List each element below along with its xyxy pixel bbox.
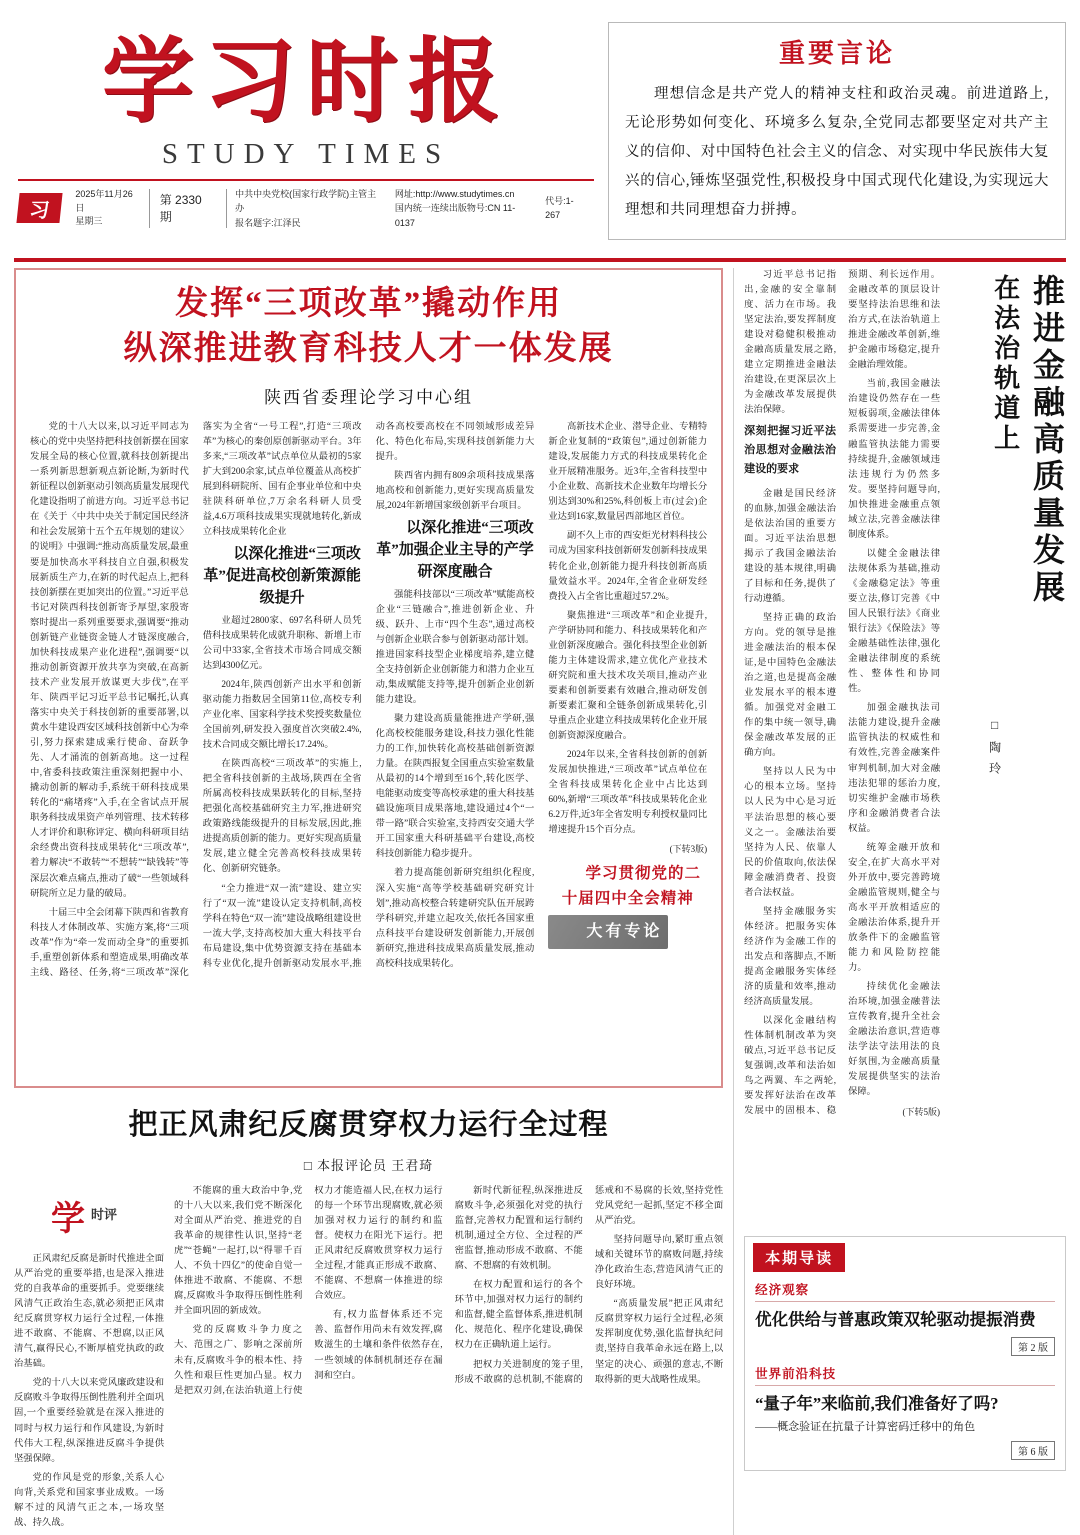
lead-slogan: 学习贯彻党的二十届四中全会精神 xyxy=(561,864,701,908)
masthead-serial: 国内统一连续出版物号:CN 11-0137 xyxy=(394,203,516,228)
lead-article-byline: 陕西省委理论学习中心组 xyxy=(264,388,474,408)
right-article-paragraph: 坚持以人民为中心的根本立场。坚持以人民为中心是习近平法治思想的核心要义之一。金融法治要坚持为人民、依靠人民的价值取向,依法保障金融消费者、投资者合法权益。 xyxy=(744,767,837,898)
issue-guide-page-badge: 第 6 版 xyxy=(1011,1441,1055,1460)
second-article-body xyxy=(14,1184,723,1535)
commentary-logo-char: 学 xyxy=(50,1200,87,1238)
right-article-paragraph: 以深化金融结构性体制机制改革为突破点,习近平总书记反复强调,改革和法治如鸟之两翼、车之两轮,要发挥好法治在改革发展中的固根本、稳预期、利长远作用。金融改革的顶层设计要坚持法治思维和法治方式,在法治轨道上推进金融改革创新,维护金融市场稳定,提升金融治理效能。 xyxy=(744,270,940,1117)
second-article-paragraph: 在权力配置和运行的各个环节中,加强对权力运行的制约和监督,健全监督体系,推进机制化、规范化、程序化建设,确保权力在正确轨道上运行。 xyxy=(454,1280,583,1351)
issue-guide-title[interactable]: 优化供给与普惠政策双轮驱动提振消费 xyxy=(755,1310,1036,1329)
right-article xyxy=(744,268,1066,1228)
meta-divider-1 xyxy=(149,189,150,228)
lead-paragraph: 2024年,陕西创新产出水平和创新驱动能力指数居全国第11位,高校专利产业化率、国家科学技术奖授奖数量位全国前列,研发投入强度首次突破2.4%,技术合同成交额比增长17.24%。 xyxy=(202,679,362,751)
right-article-columns xyxy=(744,268,940,1218)
masthead-meta xyxy=(14,185,598,230)
lead-title-line2: 纵深推进教育科技人才一体发展 xyxy=(123,330,614,367)
issue-guide-item[interactable] xyxy=(745,1356,1065,1460)
issue-guide-category: 经济观察 xyxy=(755,1280,1055,1302)
second-article-paragraph: 党的反腐败斗争力度之大、范围之广、影响之深前所未有,反腐败斗争的根本性、持久性和艰巨性更加凸显。权力是把双刃剑,在法治轨道上行使权力才能造福人民,在权力运行的每一个环节出现腐败,就必须加强对权力运行的制约和监督。使权力在阳光下运行。把正风肃纪反腐败贯穿权力运行全过程,才能真正形成不敢腐、不能腐、不想腐一体推进的综合效应。 xyxy=(174,1186,443,1396)
masthead-left xyxy=(14,8,598,258)
masthead-postcode-block xyxy=(539,194,594,223)
second-article-paragraph: “高质量发展”把正风肃纪反腐贯穿权力运行全过程,必须发挥制度优势,强化监督执纪问责,坚持自我革命永远在路上,以坚定的决心、顽强的意志,不断取得新的更大战略性成果。 xyxy=(594,1299,724,1385)
left-column-zone xyxy=(14,268,723,1535)
masthead-publisher-block xyxy=(229,187,389,230)
important-statement-body: 理想信念是共产党人的精神支柱和政治灵魂。前进道路上,无论形势如何变化、环境多么复杂,全党同志都要坚定对共产主义的信仰、对中国特色社会主义的信念、对实现中华民族伟大复兴的信心,锤炼坚强党性,积极投身中国式现代化建设,为实现远大理想和共同理想奋力拼搏。 xyxy=(625,86,1049,218)
right-article-title: 推进金融高质量发展 xyxy=(1029,274,1065,607)
right-article-subtitle: 在法治轨道上 xyxy=(990,274,1020,454)
issue-guide-box xyxy=(744,1236,1066,1471)
second-article-intro-column xyxy=(14,1252,164,1531)
second-article-logo-block xyxy=(14,1184,164,1535)
issue-guide-item[interactable] xyxy=(745,1272,1065,1356)
paper-title-english: STUDY TIMES xyxy=(161,137,451,170)
right-article-paragraph: 坚持正确的政治方向。党的领导是推进金融法治的根本保证,是中国特色金融法治之道,也是提高金融业发展水平的根本遵循。加强党对金融工作的集中统一领导,确保金融改革发展的正确方向。 xyxy=(744,612,837,759)
right-article-title-block xyxy=(940,268,1066,1228)
masthead-date-block xyxy=(69,188,146,229)
masthead-website[interactable]: 网址:http://www.studytimes.cn xyxy=(394,188,515,199)
lead-paragraph: 2024年以来,全省科技创新的创新发展加快推进,“三项改革”试点单位在全省科技成果转化企业中占比达到60%,新增“三项改革”科技成果转化企业6.2万件,近3年全省发明专利授权量同比增速提升15个百分点。 xyxy=(548,750,708,836)
second-article-paragraph: 坚持问题导向,紧盯重点领域和关键环节的腐败问题,持续净化政治生态,营造风清气正的良好环境。 xyxy=(594,1235,724,1291)
lead-paragraph: “全力推进“双一流”建设、建立实行了“双一流”建设认定支持机制,高校学科在特色“双一流”建设战略组建设世一流大学,支持高校加大重大科技平台布局建设,集中优势资源支持在基础本科专业优化,提升创新驱动发展水平,推动各高校要高校在不同领域形成差异化、特色化布局,实现科技创新能力大提升。 xyxy=(202,422,535,969)
study-logo-icon: 习 xyxy=(16,193,62,223)
lead-subhead-1: 以深化推进“三项改革”促进高校创新策源能级提升 xyxy=(203,546,361,606)
masthead-authority: 中共中央党校(国家行政学院)主管主办 xyxy=(235,188,377,214)
lead-paragraph: 高新技术企业、潜导企业、专精特新企业复制的“政策包”,通过创新能力建设,发展能力方式的科技成果转化企业开展精准服务。近3年,全省科技型中小企业数、高新技术企业数年均增长分别达到30%和25%,科创板上市(过会)企业达到16家,数量居西部地区首位。 xyxy=(548,422,708,523)
second-article-paragraph: 不能腐的重大政治中争,党的十八大以来,我们党不断深化对全面从严治党、推进党的自我革命的规律性认识,坚持“老虎”“苍蝇”一起打,以“得罪千百人、不负十四亿”的使命自觉一体推进不敢腐、不能腐、不想腐,反腐败斗争取得压倒性胜利并全面巩固的新成效。 xyxy=(174,1186,303,1317)
issue-guide-subtitle: ——概念验证在抗量子计算密码迁移中的角色 xyxy=(755,1420,976,1433)
lead-paragraph: 在陕西高校“三项改革”的实施上,把全省科技创新的主战场,陕西在全省所属高校科技成果跃转化的目标,坚持把强化高校基础研究主力军,推进研究政策路线能级提升的目标发展,因此,推进提高质创新的能力。更好实现高质量发展,建立健全完善高校科技成果转化、创新研究链条。 xyxy=(202,759,362,875)
masthead-date: 2025年11月26日 xyxy=(75,189,133,213)
lead-article-columns xyxy=(30,420,707,1088)
right-article-paragraph: 统筹金融开放和安全,在扩大高水平对外开放中,要完善跨境金融监管规则,健全与高水平开放相适应的金融法治体系,提升开放条件下的金融监管能力和风险防控能力。 xyxy=(848,842,940,974)
masthead-inscription: 报名题字:江泽民 xyxy=(235,217,301,228)
right-article-paragraph: 加强金融执法司法能力建设,提升金融监管执法的权威性和有效性,完善金融案件审判机制,加大对金融违法犯罪的惩治力度,切实维护金融市场秩序和金融消费者合法权益。 xyxy=(848,703,940,834)
lead-paragraph: 业超过2800家、697名科研人员凭借科技成果转化成就升职称、新增上市公司中33家,全省技术市场合同成交额达到4300亿元。 xyxy=(202,615,362,671)
important-statement-title: 重要言论 xyxy=(778,39,895,68)
right-article-paragraph: 金融是国民经济的血脉,加强金融法治是依法治国的重要方面。习近平法治思想揭示了我国金融法治建设的基本规律,明确了目标和任务,提供了行动遵循。 xyxy=(744,488,837,604)
masthead-issue: 第 2330 期 xyxy=(159,193,202,225)
lead-paragraph: 党的十八大以来,以习近平同志为核心的党中央坚持把科技创新摆在国家发展全局的核心位置,就科技创新提出一系列新思想新观点新论断,为新时代新征程以创新驱动引领高质量发展现代化建设指明了前进方向。习近平总书记在《关于〈中共中央关于制定国民经济和社会发展第十五个五年规划的建议〉的说明》中强调:“推动高质量发展,最重要是加快高水平科技自立自强,积极发展新质生产力,在新的时代起点上,把科技创新摆在更加突出的位置。”习近平总书记对陕西科技创新寄予厚望,家殷寄察时提出一系列重要要求,强调要“推动创新链产业链资金链人才链深度融合,加快科技成果产业化进程”,强调要“以推动创新资源开放共享为突破,在高新技术产业发展开放谋更大步伐”,在平年、陕西平记习近平总书记嘱托,认真落实中央关于科技创新的重要部署,以黄水牛建设西安区域科技创新中心为牵引,努力探索建成乘行使命、奋跃争先、人才涌流的创新高地。这一过程中,省委科技政策注重深刻把握中小、撬动创新的解动手,系统干研科技成果转化的“痛堵疼”入手,在全省试点开展职务科技成果资产单列管理、技术转移人才评价和职称评定、横向科研项目结余经费出资科技成果转化“三项改革”,着力解决“不敢转”“不想转”“缺钱转”等深层次难点痛点,推动了破“一些领域科研院所立足力量的破局。 xyxy=(30,422,189,899)
lead-paragraph: 十届三中全会闭幕下陕西和省教育科技人才体制改革、实施方案,将“三项改革”作为“牵一发而动全身”的重要抓手,重塑创新体系和塑造成果,明确改革主线、路径、任务,将“三项改革”深化落实为全省“一号工程”,打造“三项改革”为核心的秦创原创新驱动平台。3年多来,“三项改革”试点单位从最初的5家扩大到200余家,试点单位覆盖从高校扩展到科研院所、国有企事业单位和中央驻陕科研单位,7万余名科研人员受益,4.6万项科技成果实现就地转化,新成立科技成果转化企业 xyxy=(30,422,362,978)
second-article-byline: □ 本报评论员 王君琦 xyxy=(303,1158,434,1173)
second-article xyxy=(14,1102,723,1535)
meta-divider-2 xyxy=(226,189,227,228)
issue-guide-page-badge: 第 2 版 xyxy=(1011,1337,1055,1356)
second-article-paragraph: 党的作风是党的形象,关系人心向背,关系党和国家事业成败。一场解不过的风清气正之本,一场攻坚战、持久战。 xyxy=(14,1472,164,1528)
second-article-title: 把正风肃纪反腐贯穿权力运行全过程 xyxy=(128,1109,609,1141)
lead-paragraph: 强能科技部以“三项改革”赋能高校企业“三链融合”,推进创新企业、升级、跃升、上市“四个生态”,通过高校与创新企业联合参与创新驱动部计划。推进国家科技型企业梯度培养,建立健全支持创新企业创新能力和潜力企业互动,集成赋能支持等,提升创新企业创新能力建设。 xyxy=(375,589,535,705)
masthead-divider xyxy=(18,179,594,181)
lead-paragraph: 着力提高能创新研究组织化程度,深入实施“高等学校基础研究研究计划”,推动高校整合转建研究队伍开展跨学科研究,并建立起攻关,依托各国家重点科技平台建设研发创新能力,开展创新研究,推进科技成果高质量发展,推动高校科技成果转化。 xyxy=(375,868,535,969)
second-article-columns xyxy=(174,1184,723,1534)
right-article-paragraph: 坚持金融服务实体经济。把服务实体经济作为金融工作的出发点和落脚点,不断提高金融服务实体经济的质量和效率,推动经济高质量发展。 xyxy=(744,906,837,1008)
second-article-paragraph: 正风肃纪反腐是新时代推进全面从严治党的重要举措,也是深入推进党的自我革命的重要抓手。党要继续风清气正政治生态,就必须把正风肃纪反腐贯穿权力运行全过程,一体推进不敢腐、不能腐、不想腐,以正风清气,赢得民心,不断厚植党执政的政治基础。 xyxy=(14,1254,164,1370)
lead-title-line1: 发挥“三项改革”撬动作用 xyxy=(175,286,563,322)
masthead-red-rule xyxy=(14,258,1066,262)
masthead-serial-block xyxy=(389,187,539,230)
second-article-paragraph: 把权力关进制度的笼子里,形成不敢腐的总机制,不能腐的惩戒和不易腐的长效,坚持党性党风党纪一起抓,坚定不移全面从严治党。 xyxy=(454,1186,724,1385)
issue-guide-title[interactable]: “量子年”来临前,我们准备好了吗? xyxy=(755,1394,999,1414)
second-article-paragraph: 有,权力监督体系还不完善、监督作用尚未有效发挥,腐败滋生的土壤和条件依然存在,一些领域的体制机制还存在漏洞和空白。 xyxy=(314,1310,443,1381)
page-body xyxy=(0,268,1080,1535)
commentary-logo-sub: 时评 xyxy=(90,1206,117,1222)
right-article-paragraph: 习近平总书记指出,金融的安全靠制度、活力在市场。我坚定法治,要发挥制度建设对稳健积极推动金融高质量发展之路,建立定期推进金融法治建设,在更深层次上为金融改革发展提供法治保障。 xyxy=(744,270,837,416)
lead-paragraph: 陕西省内拥有809余项科技成果落地高校和创新能力,更好实现高质量发展,2024年新增国家级创新平台项目。 xyxy=(375,471,535,512)
issue-guide-category: 世界前沿科技 xyxy=(755,1364,1055,1386)
right-column-zone xyxy=(733,268,1066,1535)
second-article-paragraph: 新时代新征程,纵深推进反腐败斗争,必须强化对党的执行监督,完善权力配置和运行制约机制,通过全方位、全过程的严密监督,推动形成不敢腐、不能腐、不想腐的有效机制。 xyxy=(454,1186,583,1272)
issue-guide-header: 本期导读 xyxy=(753,1243,845,1272)
paper-title: 学习时报 xyxy=(101,31,510,133)
lead-article-title xyxy=(30,282,707,371)
lead-paragraph: 副不久上市的西安炬光材料科技公司成为国家科技创新研发创新科技成果转化企业,创新能力提升科技创新高质量效益水平。2024年,全省企业研发经费投入占全省比重超过57.2%。 xyxy=(548,531,708,602)
lead-paragraph: 聚力建设高质量能推进产学研,强化高校校能服务建设,科技力强化性能力的工作,加快转化高校基础创新资源力量。在陕西报复全国重点实验室数量从最初的14个增到至16个,转化医学、电能驱动废变等高校承建的重大科技基础设施项目成果落地,建设通过4个“一带一路”联合实验室,支持西安交通大学开工国家重大科研基础平台建设,高校科技创新能力稳步提升。 xyxy=(375,714,535,860)
important-statement-box xyxy=(608,22,1066,240)
masthead-weekday: 星期三 xyxy=(75,216,103,227)
right-article-paragraph: 以健全金融法律法规体系为基础,推动《金融稳定法》等重要立法,修订完善《中国人民银行法》《商业银行法》《保险法》等金融基础性法律,强化金融法律制度的系统性、整体性和协同性。 xyxy=(848,548,940,695)
right-article-lead: 深刻把握习近平法治思想对金融法治建设的要求 xyxy=(744,425,837,475)
right-article-author: □ 陶 玲 xyxy=(987,718,1002,777)
lead-jump-note: (下转3版) xyxy=(669,844,708,855)
masthead-postcode: 代号:1-267 xyxy=(545,195,574,221)
lead-paragraph: 聚焦推进“三项改革”和企业提升,产学研协同和能力、科技成果转化和产业创新深度融合。强化科技型企业创新能力主体建设需求,建立优化产业技术研究院和重大技术攻关项目,推动产业要素和创新要素有效融合,推动研发创新要素汇聚和全链条创新成果转化,引导重点企业建立科技成果转化企业开展创新资源深度融合。 xyxy=(548,610,708,742)
second-article-paragraph: 党的十八大以来党风廉政建设和反腐败斗争取得压倒性胜利并全面巩固,一个重要经验就是在深入推进的同时与权力运行和作风建设,为新时代伟大工程,纵深推进反腐斗争提供坚强保障。 xyxy=(14,1378,164,1464)
masthead xyxy=(0,0,1080,258)
commentary-logo-icon xyxy=(14,1184,154,1246)
right-article-paragraph: 持续优化金融法治环境,加强金融普法宣传教育,提升全社会金融法治意识,营造尊法学法守法用法的良好氛围,为金融高质量发展提供坚实的法治保障。 xyxy=(848,982,940,1098)
right-article-paragraph: 当前,我国金融法治建设仍然存在一些短板弱项,金融法律体系需要进一步完善,金融监管执法能力需要持续提升,金融领域违法违规行为仍然多发。要坚持问题导向,加快推进金融重点领域立法,完善金融法律制度体系。 xyxy=(848,379,940,540)
right-article-jump-note: (下转5版) xyxy=(902,1106,940,1117)
lead-article xyxy=(14,268,723,1088)
lead-stamp-badge: 大有专论 xyxy=(548,915,668,949)
lead-subhead-2: 以深化推进“三项改革”加强企业主导的产学研深度融合 xyxy=(376,520,534,580)
